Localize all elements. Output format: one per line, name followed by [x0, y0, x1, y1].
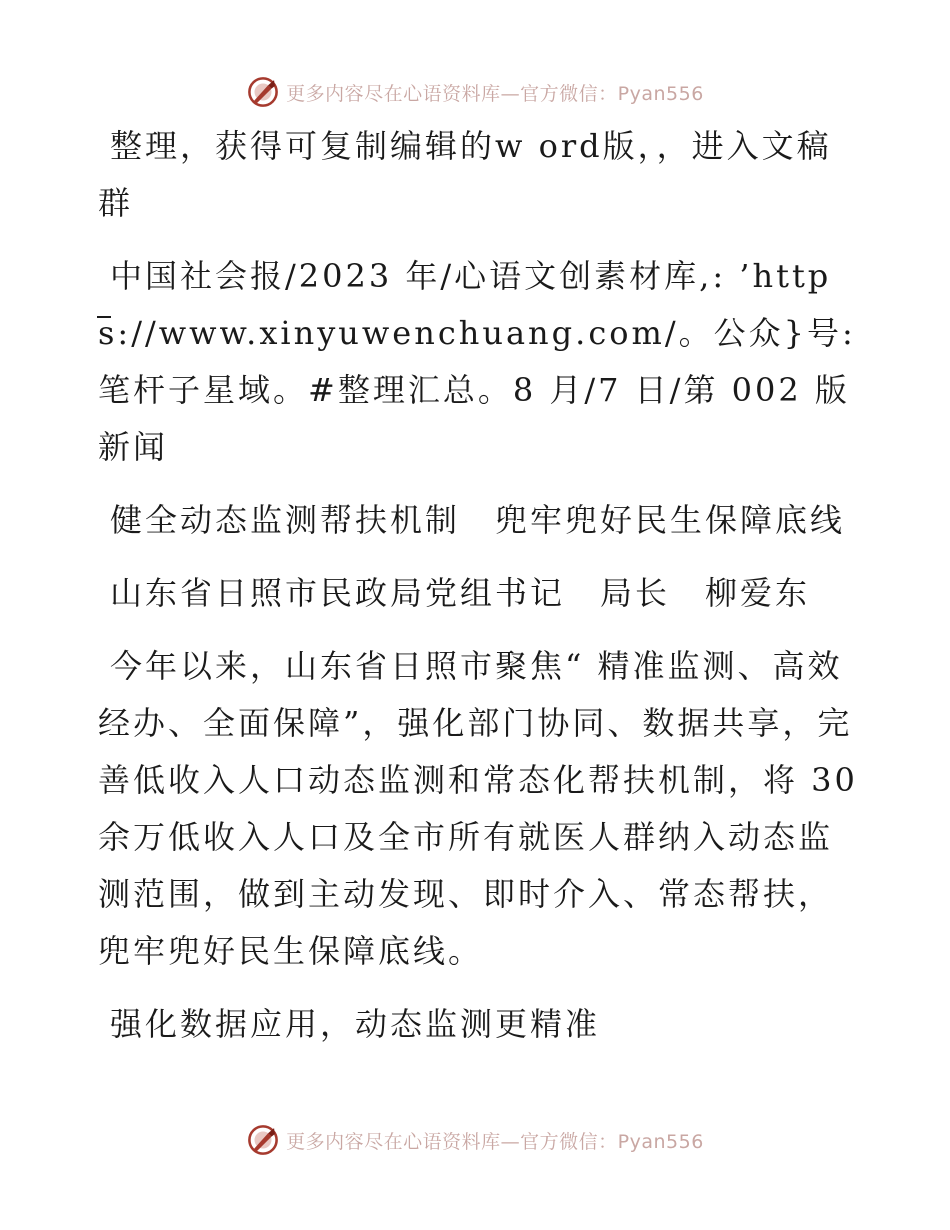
- source-paragraph: 中国社会报/2023 年/心语文创素材库,: ’https://www.xinyuwenchuang.com/。公众}号: 笔杆子星域。#整理汇总。8 月/7 日/第 002 版新闻: [98, 257, 856, 466]
- pen-logo-icon: [246, 75, 280, 109]
- body-paragraph: 今年以来，山东省日照市聚焦“ 精准监测、高效经办、全面保障”，强化部门协同、数据共享，完善低收入人口动态监测和常态化帮扶机制，将 30 余万低收入人口及全市所有就医人群纳入动态监测范围，做到主动发现、即时介入、常态帮扶，兜牢兜好民生保障底线。: [98, 647, 858, 970]
- banner-text: 更多内容尽在心语资料库—官方微信：Pyan556: [286, 1130, 704, 1153]
- banner-text: 更多内容尽在心语资料库—官方微信：Pyan556: [286, 82, 704, 105]
- author-line: 山东省日照市民政局党组书记 局长 柳爱东: [110, 574, 811, 612]
- header-banner: [0, 70, 950, 114]
- document-body: [98, 118, 858, 1069]
- section-heading: 强化数据应用，动态监测更精准: [110, 1005, 601, 1043]
- intro-paragraph: 整理，获得可复制编辑的w ord版，，进入文稿群: [98, 127, 832, 222]
- article-title: 健全动态监测帮扶机制 兜牢兜好民生保障底线: [110, 501, 846, 539]
- pen-logo-icon: [246, 1123, 280, 1157]
- footer-banner: [0, 1118, 950, 1162]
